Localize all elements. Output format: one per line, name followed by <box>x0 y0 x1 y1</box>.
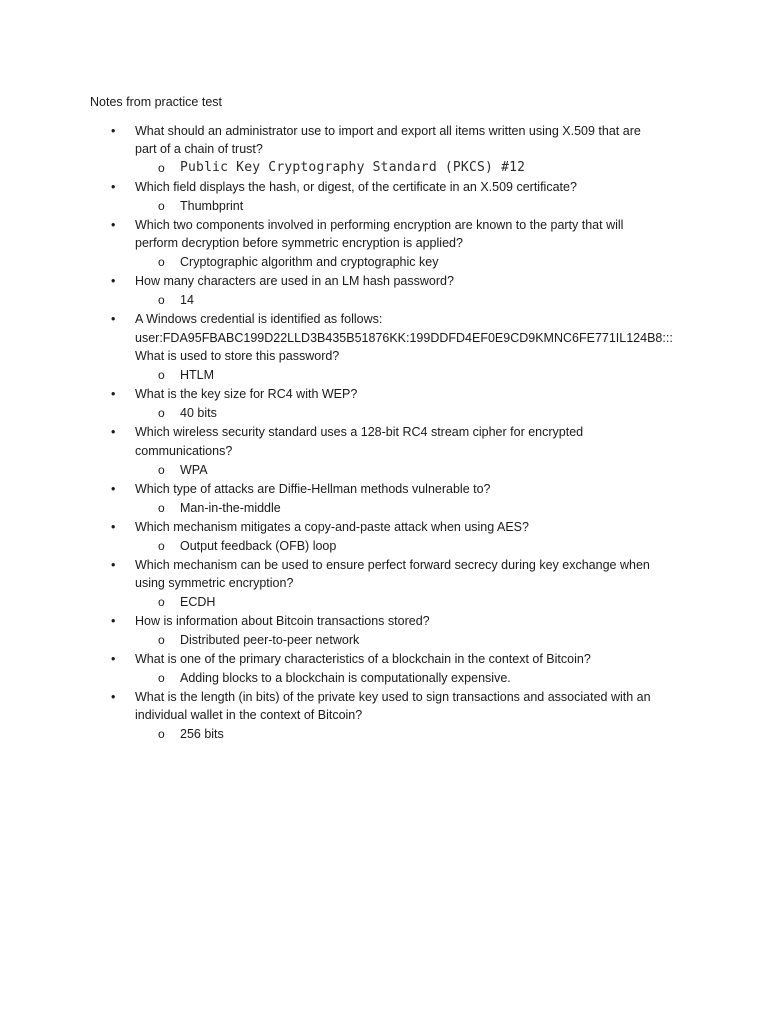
sub-bullet-icon: o <box>158 538 165 553</box>
sub-bullet-icon: o <box>158 255 165 270</box>
answer-row <box>0 366 768 385</box>
bullet-icon: • <box>111 312 116 327</box>
question-row <box>0 517 768 536</box>
list-item <box>0 121 768 177</box>
answer-row <box>0 404 768 423</box>
question-text: Which field displays the hash, or digest, of the certificate in an X.509 certificate? <box>135 180 577 194</box>
list-item <box>0 177 768 215</box>
document-title: Notes from practice test <box>90 95 222 109</box>
sub-bullet-icon: o <box>158 293 165 308</box>
question-text: A Windows credential is identified as follows: user:FDA95FBABC199D22LLD3B435B51876KK:199DDFD4EF0E9CD9KMNC6FE771IL124B8::: What is used to store this password? <box>135 312 673 364</box>
sub-bullet-icon: o <box>158 368 165 383</box>
answer-text: Man-in-the-middle <box>180 500 281 515</box>
bullet-icon: • <box>111 652 116 667</box>
answer-text: Adding blocks to a blockchain is computationally expensive. <box>180 671 511 686</box>
question-text: Which two components involved in performing encryption are known to the party that will perform decryption before symmetric encryption is applied? <box>135 218 624 251</box>
question-text: What is the key size for RC4 with WEP? <box>135 387 358 402</box>
answer-row <box>0 725 768 744</box>
question-text: What is one of the primary characteristics of a blockchain in the context of Bitcoin? <box>135 652 591 667</box>
list-item <box>0 423 768 479</box>
answer-text: 256 bits <box>180 727 224 742</box>
bullet-icon: • <box>111 274 116 289</box>
answer-row <box>0 460 768 479</box>
list-item <box>0 649 768 687</box>
answer-row <box>0 196 768 215</box>
bullet-icon: • <box>111 123 116 138</box>
question-text: Which mechanism mitigates a copy-and-paste attack when using AES? <box>135 519 529 534</box>
answer-text: Output feedback (OFB) loop <box>180 538 337 553</box>
bullet-icon: • <box>111 425 116 440</box>
answer-row <box>0 592 768 611</box>
sub-bullet-icon: o <box>158 671 165 686</box>
sub-bullet-icon: o <box>158 633 165 648</box>
list-item <box>0 272 768 310</box>
answer-row <box>0 498 768 517</box>
question-row <box>0 272 768 291</box>
bullet-icon: • <box>111 690 116 705</box>
bullet-icon: • <box>111 557 116 572</box>
question-text: What is the length (in bits) of the private key used to sign transactions and associated with an individual wallet in the context of Bitcoin? <box>135 690 651 723</box>
bullet-icon: • <box>111 481 116 496</box>
answer-text: ECDH <box>180 595 216 610</box>
sub-bullet-icon: o <box>158 727 165 742</box>
answer-text: HTLM <box>180 368 215 383</box>
question-text: What should an administrator use to import and export all items written using X.509 that are part of a chain of trust? <box>135 123 641 156</box>
question-text: Which mechanism can be used to ensure perfect forward secrecy during key exchange when using symmetric encryption? <box>135 557 650 591</box>
sub-bullet-icon: o <box>158 161 165 175</box>
question-row <box>0 555 768 592</box>
answer-text: Public Key Cryptography Standard (PKCS) #12 <box>180 160 526 175</box>
question-row <box>0 310 768 366</box>
answer-row <box>0 668 768 687</box>
answer-text: 40 bits <box>180 406 217 421</box>
answer-row <box>0 253 768 272</box>
answer-text: 14 <box>180 293 194 308</box>
answer-text: Distributed peer-to-peer network <box>180 633 360 648</box>
bullet-icon: • <box>111 614 116 629</box>
question-row <box>0 611 768 630</box>
question-row <box>0 177 768 196</box>
answer-text: Cryptographic algorithm and cryptographic key <box>180 255 439 270</box>
question-row <box>0 649 768 668</box>
answer-row <box>0 158 768 177</box>
question-row <box>0 121 768 158</box>
sub-bullet-icon: o <box>158 199 165 213</box>
list-item <box>0 310 768 385</box>
bullet-icon: • <box>111 180 116 194</box>
question-text: How many characters are used in an LM hash password? <box>135 274 454 289</box>
question-row <box>0 385 768 404</box>
question-row <box>0 479 768 498</box>
sub-bullet-icon: o <box>158 500 165 515</box>
bullet-icon: • <box>111 218 116 232</box>
list-item <box>0 611 768 649</box>
answer-row <box>0 630 768 649</box>
sub-bullet-icon: o <box>158 595 165 610</box>
list-item <box>0 385 768 423</box>
bullet-icon: • <box>111 387 116 402</box>
list-item <box>0 479 768 517</box>
answer-row <box>0 291 768 310</box>
list-item <box>0 555 768 611</box>
list-item <box>0 687 768 743</box>
question-text: How is information about Bitcoin transactions stored? <box>135 614 430 629</box>
question-row <box>0 687 768 724</box>
answer-text: Thumbprint <box>180 199 244 213</box>
answer-row <box>0 536 768 555</box>
list-item <box>0 517 768 555</box>
qa-list <box>0 121 768 744</box>
answer-text: WPA <box>180 462 208 477</box>
question-row <box>0 215 768 252</box>
question-row <box>0 423 768 460</box>
bullet-icon: • <box>111 519 116 534</box>
question-text: Which wireless security standard uses a 128-bit RC4 stream cipher for encrypted communications? <box>135 425 584 458</box>
question-text: Which type of attacks are Diffie-Hellman methods vulnerable to? <box>135 481 491 496</box>
sub-bullet-icon: o <box>158 462 165 477</box>
sub-bullet-icon: o <box>158 406 165 421</box>
list-item <box>0 215 768 271</box>
